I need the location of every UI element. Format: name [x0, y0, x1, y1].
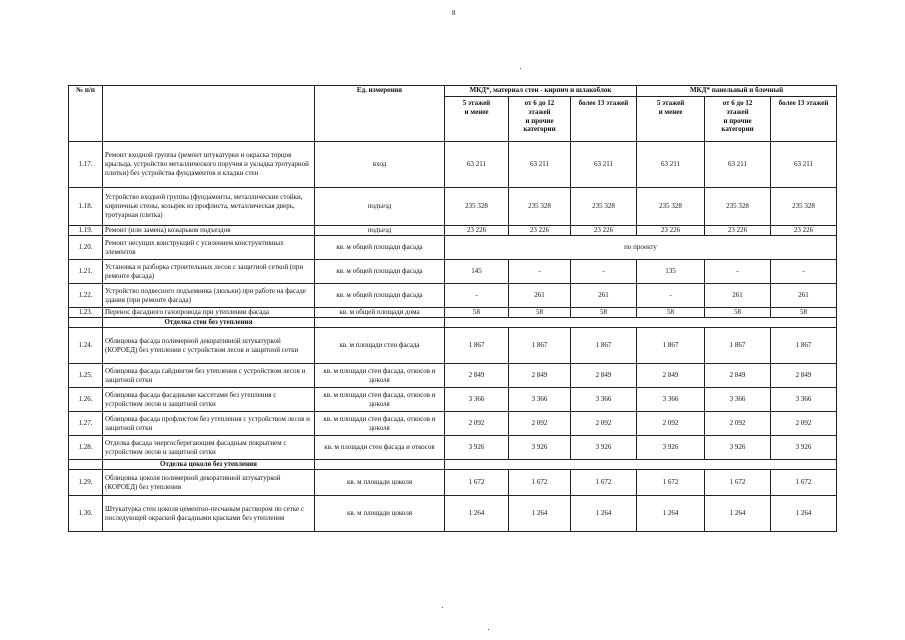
- table-row: [69, 284, 837, 308]
- scan-speck: [442, 607, 443, 608]
- row-value: 2 849: [637, 364, 705, 388]
- section-no-cell: [69, 318, 103, 328]
- row-value: 1 264: [705, 496, 771, 532]
- row-description: Облицовка фасада сайдингом без утепления с устройством лесов и защитной сетки: [103, 364, 315, 388]
- row-value: 2 092: [705, 412, 771, 436]
- row-value: 1 264: [571, 496, 637, 532]
- table-row: [69, 496, 837, 532]
- row-value: 135: [637, 260, 705, 284]
- row-value: 1 672: [637, 470, 705, 496]
- section-unit-cell: [315, 318, 445, 328]
- row-description: Облицовка фасада полимерной декоративной штукатуркой (КОРОЕД) без утепления с устройством лесов и защитной сетки: [103, 328, 315, 364]
- row-value: 3 366: [771, 388, 837, 412]
- table-row: [69, 188, 837, 226]
- row-number: 1.21.: [69, 260, 103, 284]
- row-value: 2 092: [637, 412, 705, 436]
- table-row: [69, 364, 837, 388]
- row-value: -: [771, 260, 837, 284]
- row-value: 58: [571, 308, 637, 318]
- row-description: Ремонт (или замена) козырьков подъездов: [103, 226, 315, 236]
- row-value: 58: [509, 308, 571, 318]
- row-unit: кв. м площади стен фасада: [315, 328, 445, 364]
- header-unit: Ед. измерения: [315, 86, 445, 142]
- row-unit: кв. м общей площади фасада: [315, 236, 445, 260]
- row-value: 58: [445, 308, 509, 318]
- section-row: [69, 318, 837, 328]
- row-value: 1 672: [571, 470, 637, 496]
- section-no-cell: [69, 460, 103, 470]
- row-value: 1 264: [445, 496, 509, 532]
- row-value: 2 092: [509, 412, 571, 436]
- header-row-top: [69, 86, 837, 97]
- header-group-panel: МКД* панельный и блочный: [637, 86, 837, 97]
- row-value: 1 672: [509, 470, 571, 496]
- table-row: [69, 328, 837, 364]
- row-unit: кв. м площади стен фасада, откосов и цоколя: [315, 388, 445, 412]
- section-values-cell: [445, 460, 837, 470]
- row-number: 1.17.: [69, 142, 103, 188]
- header-sub-0: 5 этажей и менее: [445, 97, 509, 142]
- row-description: Ремонт несущих конструкций с усилением конструктивных элементов: [103, 236, 315, 260]
- row-value: 1 867: [637, 328, 705, 364]
- row-unit: кв. м площади цоколя: [315, 496, 445, 532]
- row-description: Перенос фасадного газопровода при утеплении фасада: [103, 308, 315, 318]
- table-body: [69, 142, 837, 532]
- row-number: 1.28.: [69, 436, 103, 460]
- header-blank: [103, 86, 315, 142]
- row-value: 58: [705, 308, 771, 318]
- row-value: 63 211: [705, 142, 771, 188]
- table-row: [69, 412, 837, 436]
- row-value: 1 264: [771, 496, 837, 532]
- row-value: 3 366: [445, 388, 509, 412]
- row-value: -: [445, 284, 509, 308]
- row-description: Устройство подвесного подъемника (люльки) при работе на фасаде здания (при ремонте фасада): [103, 284, 315, 308]
- header-sub-3: 5 этажей и менее: [637, 97, 705, 142]
- row-unit: кв. м площади стен фасада и откосов: [315, 436, 445, 460]
- header-sub-5: более 13 этажей: [771, 97, 837, 142]
- row-value: 23 226: [637, 226, 705, 236]
- row-description: Устройство входной группы (фундаменты, металлические стойки, кирпичные стены, козырек из профлиста, металлическая дверь, тротуарная плитка): [103, 188, 315, 226]
- price-table: [68, 85, 837, 532]
- row-value: 3 366: [705, 388, 771, 412]
- row-value: 1 867: [445, 328, 509, 364]
- row-number: 1.25.: [69, 364, 103, 388]
- row-value: 58: [637, 308, 705, 318]
- row-value: 23 226: [509, 226, 571, 236]
- row-value: 23 226: [571, 226, 637, 236]
- row-unit: кв. м площади стен фасада, откосов и цоколя: [315, 412, 445, 436]
- row-unit: вход: [315, 142, 445, 188]
- row-value: 1 672: [705, 470, 771, 496]
- row-value: 63 211: [637, 142, 705, 188]
- row-unit: кв. м общей площади дома: [315, 308, 445, 318]
- row-value: 235 328: [771, 188, 837, 226]
- table-row: [69, 236, 837, 260]
- row-value: 3 926: [705, 436, 771, 460]
- row-value: 3 926: [771, 436, 837, 460]
- row-value: 1 867: [705, 328, 771, 364]
- row-value: 2 092: [771, 412, 837, 436]
- header-sub-1: от 6 до 12 этажей и прочие категории: [509, 97, 571, 142]
- row-value: 1 867: [571, 328, 637, 364]
- row-value: 1 867: [509, 328, 571, 364]
- row-number: 1.23.: [69, 308, 103, 318]
- row-value: 23 226: [705, 226, 771, 236]
- scan-speck: [520, 68, 521, 69]
- row-value: 3 366: [571, 388, 637, 412]
- row-value: 1 867: [771, 328, 837, 364]
- row-value: 3 926: [571, 436, 637, 460]
- header-sub-2: более 13 этажей: [571, 97, 637, 142]
- row-value: 58: [771, 308, 837, 318]
- section-values-cell: [445, 318, 837, 328]
- table-row: [69, 436, 837, 460]
- row-value: 235 328: [571, 188, 637, 226]
- row-number: 1.26.: [69, 388, 103, 412]
- row-value: 1 672: [445, 470, 509, 496]
- row-value: 3 926: [509, 436, 571, 460]
- row-value: 2 849: [509, 364, 571, 388]
- row-unit: кв. м общей площади фасада: [315, 284, 445, 308]
- row-value: 261: [705, 284, 771, 308]
- row-value: 1 264: [637, 496, 705, 532]
- row-value: 23 226: [771, 226, 837, 236]
- row-unit: подъезд: [315, 226, 445, 236]
- row-value: 23 226: [445, 226, 509, 236]
- row-value: 235 328: [705, 188, 771, 226]
- row-description: Установка и разборка строительных лесов с защитной сеткой (при ремонте фасада): [103, 260, 315, 284]
- row-value: -: [571, 260, 637, 284]
- row-number: 1.30.: [69, 496, 103, 532]
- row-value: -: [637, 284, 705, 308]
- row-number: 1.18.: [69, 188, 103, 226]
- row-unit: кв. м площади цоколя: [315, 470, 445, 496]
- row-number: 1.20.: [69, 236, 103, 260]
- row-description: Облицовка фасада фасадными кассетами без утепления с устройством лесов и защитной сетки: [103, 388, 315, 412]
- row-unit: кв. м площади стен фасада, откосов и цоколя: [315, 364, 445, 388]
- row-unit: подъезд: [315, 188, 445, 226]
- row-value: 261: [571, 284, 637, 308]
- row-value: 261: [509, 284, 571, 308]
- table-row: [69, 142, 837, 188]
- row-description: Ремонт входной группы (ремонт штукатурки и окраска торцов крыльца, устройство металлического поручня и укладка тротуарной плитки) без устройства фундаментов и кладки стен: [103, 142, 315, 188]
- section-title: Отделка стен без утепления: [103, 318, 315, 328]
- row-description: Облицовка фасада профлистом без утепления с устройством лесов и защитной сетки: [103, 412, 315, 436]
- row-value: 145: [445, 260, 509, 284]
- row-value: -: [705, 260, 771, 284]
- row-value: 63 211: [445, 142, 509, 188]
- row-value: 3 366: [637, 388, 705, 412]
- row-value: 2 849: [771, 364, 837, 388]
- row-unit: кв. м общей площади фасада: [315, 260, 445, 284]
- row-merged-value: по проекту: [445, 236, 837, 260]
- scan-speck: [488, 629, 489, 630]
- row-number: 1.19.: [69, 226, 103, 236]
- row-value: 3 366: [509, 388, 571, 412]
- row-value: 1 672: [771, 470, 837, 496]
- table-row: [69, 260, 837, 284]
- section-title: Отделка цоколя без утепления: [103, 460, 315, 470]
- row-description: Отделка фасада энергосберегающим фасадным покрытием с устройством лесов и защитной сетки: [103, 436, 315, 460]
- header-no: № п/п: [69, 86, 103, 142]
- row-value: 63 211: [571, 142, 637, 188]
- header-group-brick: МКД*, материал стен - кирпич и шлакоблок: [445, 86, 637, 97]
- row-value: 2 849: [571, 364, 637, 388]
- table-row: [69, 470, 837, 496]
- row-number: 1.29.: [69, 470, 103, 496]
- row-number: 1.27.: [69, 412, 103, 436]
- row-value: 63 211: [509, 142, 571, 188]
- row-value: -: [509, 260, 571, 284]
- section-unit-cell: [315, 460, 445, 470]
- row-value: 3 926: [637, 436, 705, 460]
- row-value: 261: [771, 284, 837, 308]
- row-value: 2 092: [571, 412, 637, 436]
- page-number: 8: [452, 9, 456, 17]
- row-description: Облицовка цоколя полимерной декоративной штукатуркой (КОРОЕД) без утепления: [103, 470, 315, 496]
- row-value: 3 926: [445, 436, 509, 460]
- row-number: 1.22.: [69, 284, 103, 308]
- row-value: 235 328: [637, 188, 705, 226]
- table-row: [69, 308, 837, 318]
- row-value: 63 211: [771, 142, 837, 188]
- header-sub-4: от 6 до 12 этажей и прочие категории: [705, 97, 771, 142]
- row-description: Штукатурка стен цоколя цементно-песчаным раствором по сетке с последующей окраской фасадными красками без утепления: [103, 496, 315, 532]
- table-row: [69, 226, 837, 236]
- table-row: [69, 388, 837, 412]
- row-number: 1.24.: [69, 328, 103, 364]
- row-value: 235 328: [445, 188, 509, 226]
- row-value: 2 092: [445, 412, 509, 436]
- row-value: 2 849: [445, 364, 509, 388]
- row-value: 235 328: [509, 188, 571, 226]
- row-value: 2 849: [705, 364, 771, 388]
- section-row: [69, 460, 837, 470]
- row-value: 1 264: [509, 496, 571, 532]
